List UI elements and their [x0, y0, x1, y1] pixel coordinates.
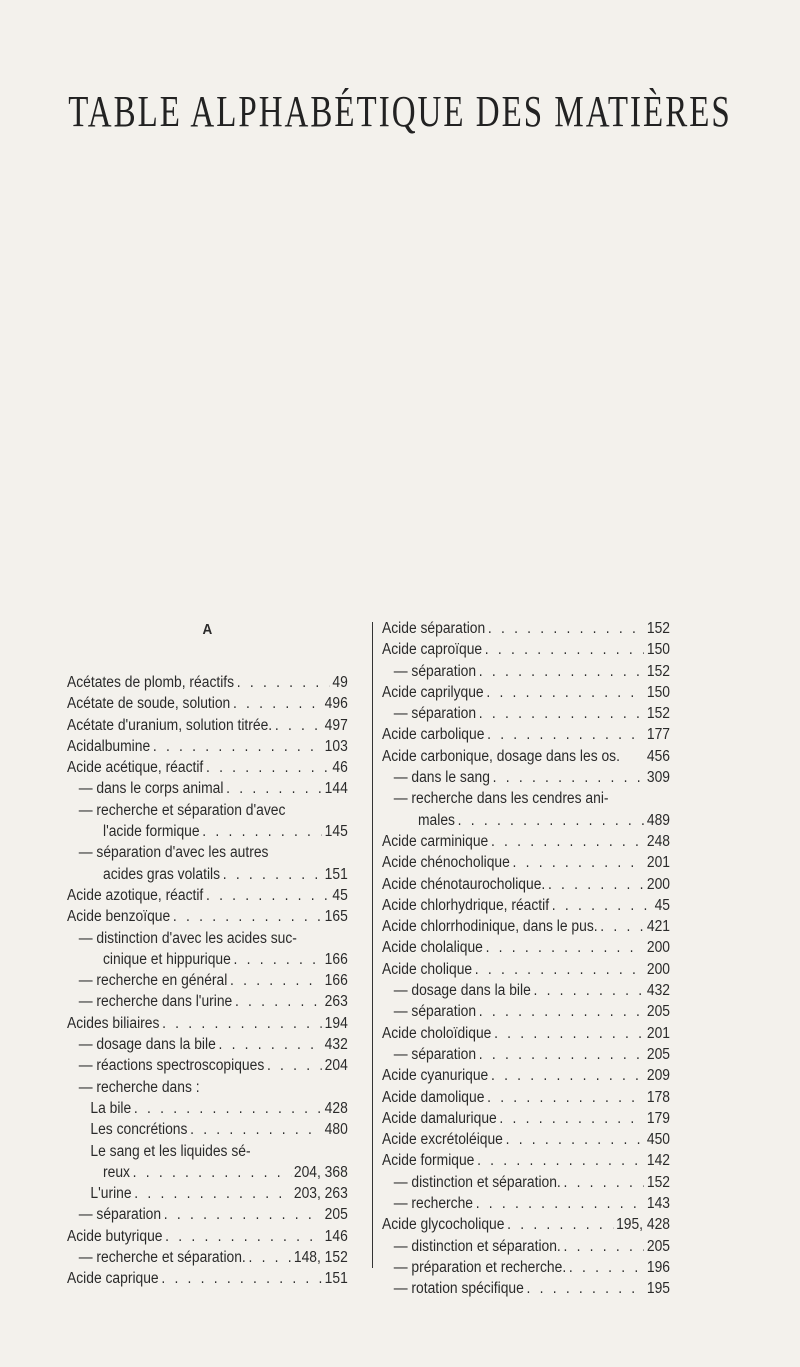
index-entry: Acide carbonique, dosage dans les os. 456 [382, 747, 670, 765]
page-title: TABLE ALPHABÉTIQUE DES MATIÈRES [68, 88, 732, 137]
index-entry: cinique et hippurique . . . 166 [67, 949, 348, 970]
index-entry-text: — recherche et séparation d'avec [78, 801, 286, 819]
index-entry: — dans le sang . . . 309 [382, 767, 670, 788]
index-entry: — séparation . . . 152 [382, 703, 670, 724]
index-entry: — recherche et séparation. . . . 148, 152 [67, 1247, 348, 1268]
index-entry: — réactions spectroscopiques . . . 204 [67, 1055, 348, 1076]
index-entry: Acide cholalique . . . 200 [382, 937, 670, 958]
index-entry-text: — distinction d'avec les acides suc- [78, 929, 297, 947]
index-entry: — recherche dans l'urine . . . 263 [67, 991, 348, 1012]
index-entry: La bile . . . 428 [67, 1098, 348, 1119]
index-entry: Acétates de plomb, réactifs . . . 49 [67, 672, 348, 693]
index-entry: Acide damalurique . . . 179 [382, 1108, 670, 1129]
index-entry: Acide chlorrhodinique, dans le pus. . . . 421 [382, 916, 670, 937]
index-entry: Acide chénotaurocholique. . . . 200 [382, 874, 670, 895]
index-entry: — distinction et séparation. . . . 205 [382, 1236, 670, 1257]
section-letter: A [202, 621, 213, 638]
index-entry: acides gras volatils . . . 151 [67, 864, 348, 885]
index-entry: Acide carminique . . . 248 [382, 831, 670, 852]
index-entry: Acide cyanurique . . . 209 [382, 1065, 670, 1086]
index-entry: Acide acétique, réactif . . . 46 [67, 757, 348, 778]
index-entry: — séparation . . . 205 [382, 1001, 670, 1022]
index-entry: — préparation et recherche. . . . 196 [382, 1257, 670, 1278]
index-entry: — dosage dans la bile . . . 432 [67, 1034, 348, 1055]
index-entry: Acide formique . . . 142 [382, 1150, 670, 1171]
index-entry: males . . . 489 [382, 810, 670, 831]
index-entry: Acide choloïdique . . . 201 [382, 1023, 670, 1044]
index-entry: — séparation . . . 205 [67, 1204, 348, 1225]
index-entry: — séparation . . . 205 [382, 1044, 670, 1065]
column-divider [372, 622, 373, 1268]
index-entry: Acide damolique . . . 178 [382, 1087, 670, 1108]
index-entry: Acide chlorhydrique, réactif . . . 45 [382, 895, 670, 916]
index-entry: Acétate de soude, solution . . . 496 [67, 693, 348, 714]
index-entry-text: Le sang et les liquides sé- [90, 1142, 251, 1160]
index-entry: Acide caproïque . . . 150 [382, 639, 670, 660]
index-entry-text: — séparation d'avec les autres [78, 844, 269, 862]
index-entry: Acide séparation . . . 152 [382, 618, 670, 639]
index-entry: Acide azotique, réactif . . . 45 [67, 885, 348, 906]
index-entry: L'urine . . . 203, 263 [67, 1183, 348, 1204]
index-entry: Acide benzoïque . . . 165 [67, 906, 348, 927]
index-entry: Acétate d'uranium, solution titrée. . . . 497 [67, 715, 348, 736]
index-entry: Acide cholique . . . 200 [382, 959, 670, 980]
index-entry: — recherche en général . . . 166 [67, 970, 348, 991]
index-entry: Acide chénocholique . . . 201 [382, 852, 670, 873]
index-entry: Les concrétions . . . 480 [67, 1119, 348, 1140]
index-entry: — dans le corps animal . . . 144 [67, 778, 348, 799]
index-entry: — dosage dans la bile . . . 432 [382, 980, 670, 1001]
index-entry: Acides biliaires . . . 194 [67, 1013, 348, 1034]
index-column-right [382, 618, 670, 1300]
index-entry-text: — recherche dans les cendres ani- [393, 790, 609, 808]
index-entry: — distinction et séparation. . . . 152 [382, 1172, 670, 1193]
index-entry: — séparation . . . 152 [382, 661, 670, 682]
index-entry: Acidalbumine . . . 103 [67, 736, 348, 757]
index-entry: Acide carbolique . . . 177 [382, 724, 670, 745]
index-entry: Acide caprique . . . 151 [67, 1268, 348, 1289]
index-entry: l'acide formique . . . 145 [67, 821, 348, 842]
index-entry: Acide glycocholique . . . 195, 428 [382, 1214, 670, 1235]
index-entry: — recherche . . . 143 [382, 1193, 670, 1214]
index-column-left [67, 618, 348, 1290]
index-entry-text: — recherche dans : [78, 1078, 200, 1096]
index-entry: Acide butyrique . . . 146 [67, 1226, 348, 1247]
index-entry: reux . . . 204, 368 [67, 1162, 348, 1183]
index-entry: Acide excrétoléique . . . 450 [382, 1129, 670, 1150]
index-entry: — rotation spécifique . . . 195 [382, 1278, 670, 1299]
index-entry: Acide caprilyque . . . 150 [382, 682, 670, 703]
